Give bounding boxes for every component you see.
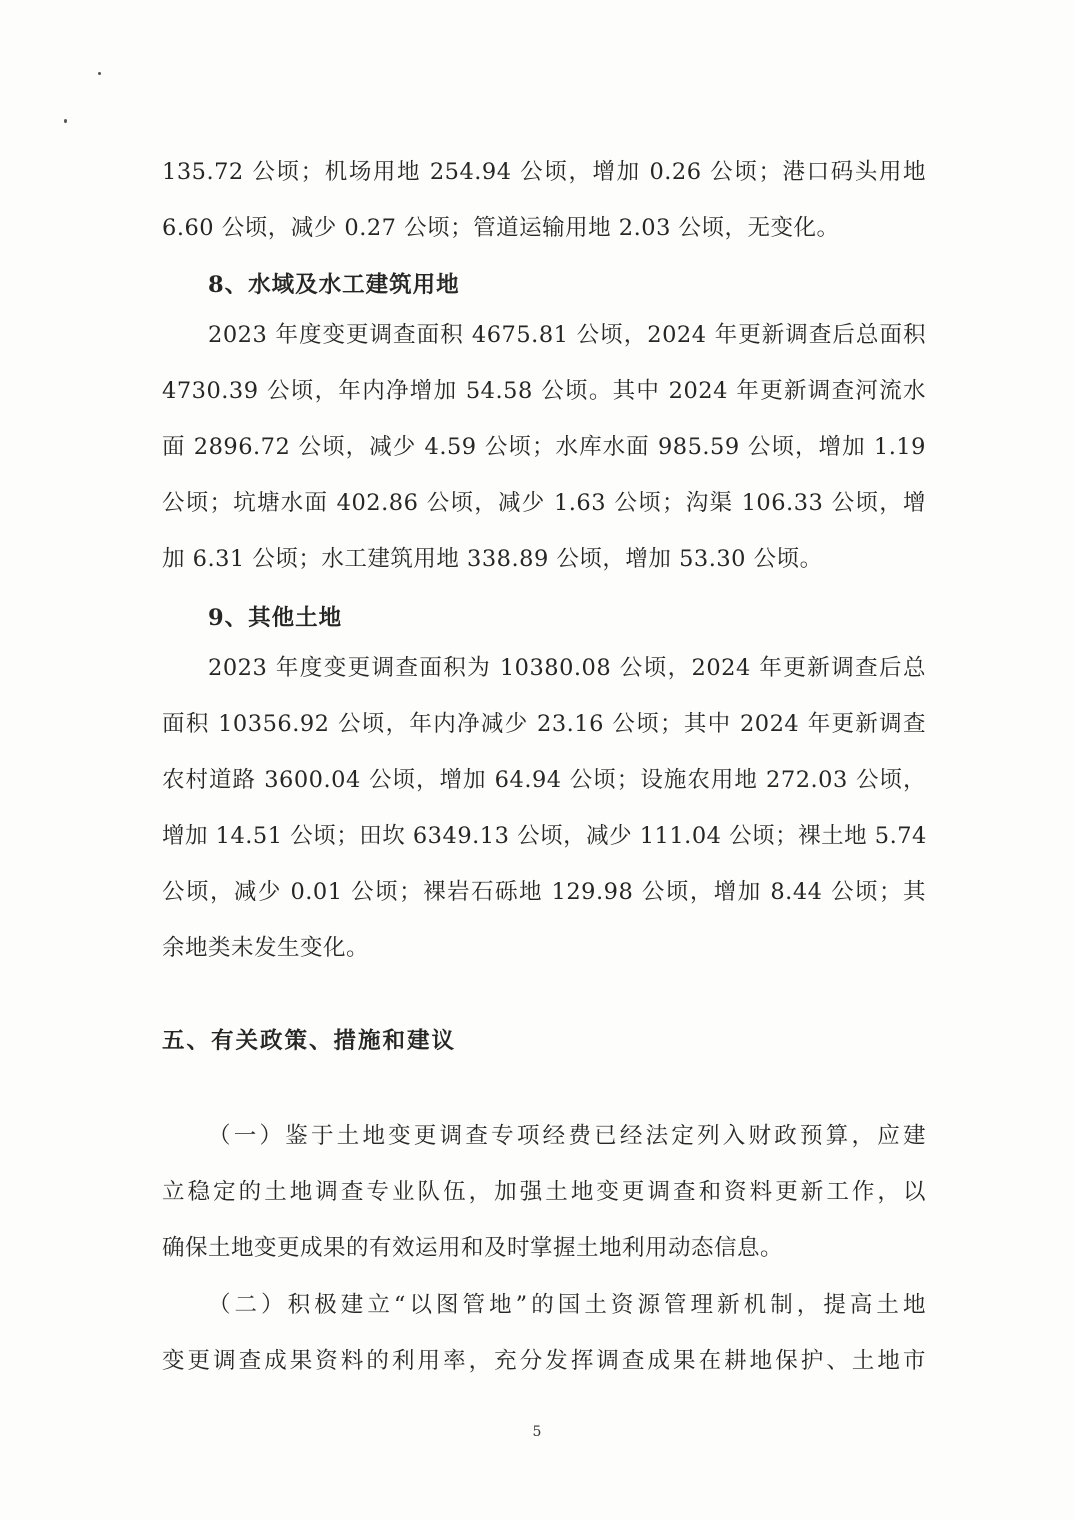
scan-speck <box>98 72 101 75</box>
text-line: 立稳定的土地调查专业队伍，加强土地变更调查和资料更新工作，以 <box>162 1179 926 1205</box>
text-line: 变更调查成果资料的利用率，充分发挥调查成果在耕地保护、土地市 <box>162 1348 926 1374</box>
policy-paragraph-1 <box>162 1108 926 1276</box>
section-heading-9: 9、其他土地 <box>208 605 343 631</box>
section-8-paragraph <box>162 307 926 587</box>
text-line: 确保土地变更成果的有效运用和及时掌握土地利用动态信息。 <box>162 1235 784 1261</box>
text-line: 6.60 公顷，减少 0.27 公顷；管道运输用地 2.03 公顷，无变化。 <box>162 215 840 241</box>
continuation-paragraph <box>162 144 926 256</box>
text-line: （二）积极建立“以图管地”的国土资源管理新机制，提高土地 <box>208 1292 926 1318</box>
text-line: 公顷；坑塘水面 402.86 公顷，减少 1.63 公顷；沟渠 106.33 公顷，增 <box>162 490 926 516</box>
text-line: 加 6.31 公顷；水工建筑用地 338.89 公顷，增加 53.30 公顷。 <box>162 546 823 572</box>
scan-speck <box>64 119 67 123</box>
section-9-paragraph <box>162 640 926 976</box>
text-line: 面 2896.72 公顷，减少 4.59 公顷；水库水面 985.59 公顷，增加 1.19 <box>162 434 926 460</box>
text-line: 公顷，减少 0.01 公顷；裸岩石砾地 129.98 公顷，增加 8.44 公顷；其 <box>162 879 926 905</box>
text-line: 农村道路 3600.04 公顷，增加 64.94 公顷；设施农用地 272.03 公顷， <box>162 767 926 793</box>
text-line: 余地类未发生变化。 <box>162 935 370 961</box>
policy-paragraph-2 <box>162 1277 926 1389</box>
text-line: （一）鉴于土地变更调查专项经费已经法定列入财政预算，应建 <box>208 1123 926 1149</box>
text-line: 2023 年度变更调查面积为 10380.08 公顷，2024 年更新调查后总 <box>208 655 926 681</box>
section-heading-8: 8、水域及水工建筑用地 <box>208 272 460 298</box>
text-line: 2023 年度变更调查面积 4675.81 公顷，2024 年更新调查后总面积 <box>208 322 926 348</box>
chapter-heading-5: 五、有关政策、措施和建议 <box>162 1028 457 1054</box>
page-number: 5 <box>532 1424 542 1440</box>
text-line: 4730.39 公顷，年内净增加 54.58 公顷。其中 2024 年更新调查河流水 <box>162 378 926 404</box>
text-line: 面积 10356.92 公顷，年内净减少 23.16 公顷；其中 2024 年更新调查 <box>162 711 926 737</box>
text-line: 增加 14.51 公顷；田坎 6349.13 公顷，减少 111.04 公顷；裸土地 5.74 <box>162 823 927 849</box>
text-line: 135.72 公顷；机场用地 254.94 公顷，增加 0.26 公顷；港口码头用地 <box>162 159 926 185</box>
